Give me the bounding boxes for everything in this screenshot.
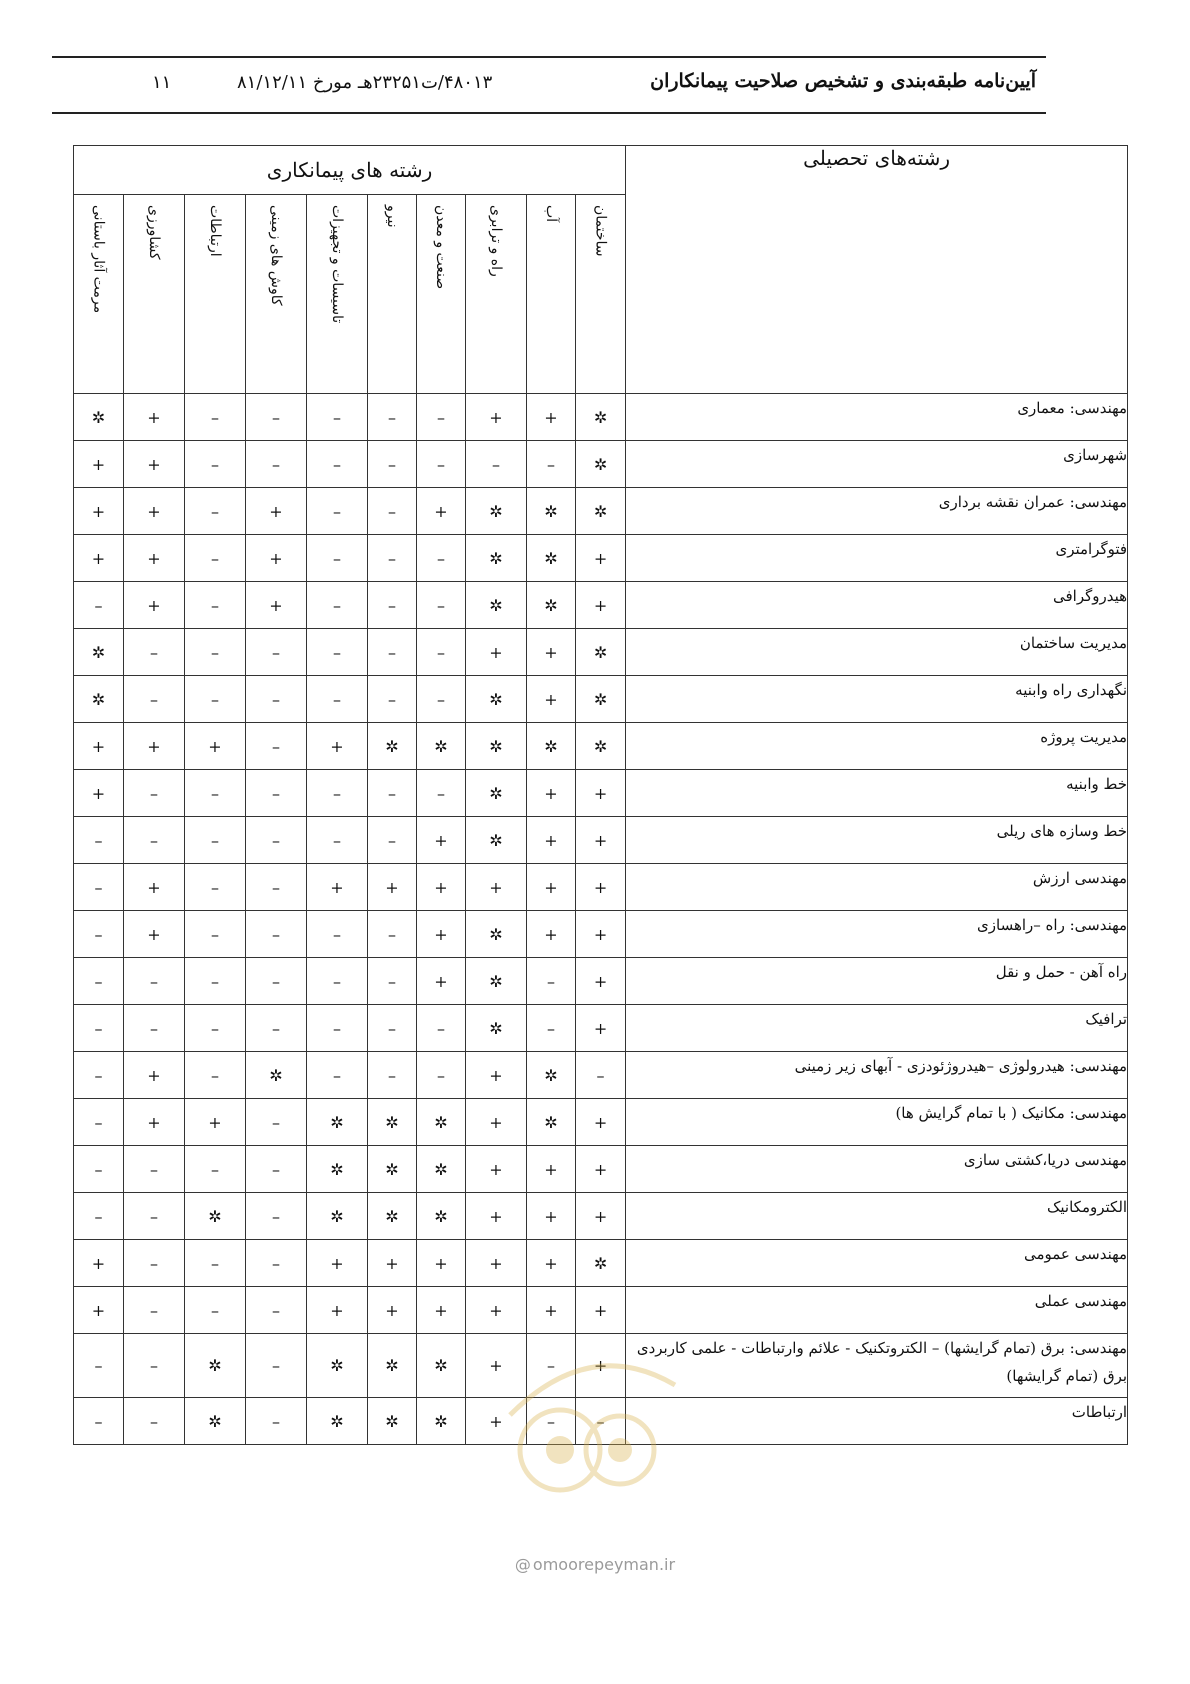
qualification-mark: + [417, 864, 466, 911]
qualification-mark: + [246, 535, 307, 582]
column-header-label: ارتباطات [207, 205, 223, 257]
qualification-mark: – [185, 1287, 246, 1334]
qualification-mark: + [576, 1005, 626, 1052]
academic-field-name: شهرسازی [626, 441, 1128, 488]
qualification-mark: ✲ [368, 1099, 417, 1146]
column-header [124, 195, 185, 394]
qualification-mark: – [368, 488, 417, 535]
academic-field-name: خط وابنیه [626, 770, 1128, 817]
document-title: آیین‌نامه طبقه‌بندی و تشخیص صلاحیت پیمانکاران [650, 70, 1036, 92]
qualification-mark: ✲ [527, 535, 576, 582]
qualification-mark: ✲ [576, 723, 626, 770]
table-row [74, 911, 1128, 958]
qualification-mark: + [466, 1146, 527, 1193]
qualification-mark: – [417, 676, 466, 723]
qualification-mark: + [527, 911, 576, 958]
qualification-mark: – [124, 1240, 185, 1287]
qualification-mark: – [124, 770, 185, 817]
qualification-mark: + [74, 770, 124, 817]
qualification-mark: + [124, 1099, 185, 1146]
qualification-mark: – [246, 1146, 307, 1193]
qualification-mark: ✲ [417, 1398, 466, 1445]
academic-field-name: مهندسی عمومی [626, 1240, 1128, 1287]
qualification-mark: ✲ [466, 488, 527, 535]
qualification-mark: – [124, 958, 185, 1005]
qualification-mark: + [417, 911, 466, 958]
watermark-seal [490, 1345, 690, 1505]
qualification-mark: – [368, 1052, 417, 1099]
qualification-mark: – [417, 629, 466, 676]
qualification-mark: – [74, 817, 124, 864]
qualification-mark: + [576, 1334, 626, 1398]
qualification-mark: + [466, 1334, 527, 1398]
table-row [74, 1099, 1128, 1146]
qualification-mark: – [74, 1193, 124, 1240]
qualification-mark: + [124, 864, 185, 911]
qualification-mark: ✲ [74, 394, 124, 441]
qualification-mark: ✲ [576, 629, 626, 676]
qualification-mark: + [527, 1240, 576, 1287]
column-header [466, 195, 527, 394]
contracting-fields-heading: رشته های پیمانکاری [74, 146, 626, 195]
page-number: ۱۱ [152, 72, 172, 93]
academic-field-name: نگهداری راه وابنیه [626, 676, 1128, 723]
qualification-mark: ✲ [527, 582, 576, 629]
qualification-mark: ✲ [74, 629, 124, 676]
qualification-mark: ✲ [368, 723, 417, 770]
qualification-mark: – [527, 1334, 576, 1398]
qualification-mark: + [466, 1240, 527, 1287]
qualification-mark: ✲ [466, 958, 527, 1005]
qualification-mark: + [417, 488, 466, 535]
qualification-mark: – [185, 394, 246, 441]
qualification-mark: + [74, 1240, 124, 1287]
qualification-mark: ✲ [185, 1193, 246, 1240]
qualification-mark: – [74, 1334, 124, 1398]
qualification-mark: – [307, 582, 368, 629]
qualification-mark: – [124, 1193, 185, 1240]
qualification-mark: + [466, 1099, 527, 1146]
qualification-mark: + [466, 1193, 527, 1240]
column-header [417, 195, 466, 394]
qualification-mark: + [124, 488, 185, 535]
qualification-mark: + [527, 1193, 576, 1240]
qualification-table [73, 145, 1128, 1445]
qualification-mark: – [185, 535, 246, 582]
qualification-mark: – [246, 676, 307, 723]
qualification-mark: ✲ [368, 1146, 417, 1193]
column-header-label: آب [543, 205, 559, 223]
table-row [74, 1005, 1128, 1052]
table-row [74, 1146, 1128, 1193]
qualification-mark: – [307, 817, 368, 864]
qualification-mark: – [307, 1005, 368, 1052]
qualification-mark: + [368, 1240, 417, 1287]
column-header-label: کشاورزی [146, 205, 162, 260]
qualification-mark: + [466, 1052, 527, 1099]
qualification-mark: – [417, 1005, 466, 1052]
qualification-mark: + [307, 864, 368, 911]
qualification-mark: – [74, 1146, 124, 1193]
qualification-mark: ✲ [417, 1099, 466, 1146]
qualification-mark: + [466, 1287, 527, 1334]
qualification-mark: ✲ [527, 723, 576, 770]
column-header [527, 195, 576, 394]
column-header-label: مرمت آثار باستانی [90, 205, 107, 314]
qualification-mark: + [527, 1287, 576, 1334]
table-row [74, 441, 1128, 488]
qualification-mark: – [74, 958, 124, 1005]
column-header [368, 195, 417, 394]
column-header [307, 195, 368, 394]
column-header-label: نیرو [384, 205, 400, 228]
academic-field-name: مدیریت ساختمان [626, 629, 1128, 676]
qualification-mark: – [246, 1005, 307, 1052]
qualification-mark: + [576, 864, 626, 911]
document-reference: ۴۸۰۱۳/ت۲۳۲۵۱هـ مورخ ۸۱/۱۲/۱۱ [237, 72, 493, 93]
qualification-mark: – [527, 1398, 576, 1445]
qualification-mark: – [74, 1398, 124, 1445]
qualification-mark: – [576, 1398, 626, 1445]
qualification-mark: – [417, 582, 466, 629]
qualification-mark: + [576, 1099, 626, 1146]
table-row [74, 1240, 1128, 1287]
qualification-mark: – [246, 1099, 307, 1146]
qualification-mark: + [74, 535, 124, 582]
qualification-mark: ✲ [466, 582, 527, 629]
qualification-mark: + [466, 394, 527, 441]
qualification-mark: + [466, 864, 527, 911]
qualification-mark: – [417, 770, 466, 817]
qualification-mark: – [74, 864, 124, 911]
table-row [74, 864, 1128, 911]
table-row [74, 958, 1128, 1005]
qualification-mark: – [368, 676, 417, 723]
academic-field-name: هیدروگرافی [626, 582, 1128, 629]
qualification-mark: + [417, 958, 466, 1005]
qualification-mark: – [527, 958, 576, 1005]
column-header [185, 195, 246, 394]
table-row [74, 1287, 1128, 1334]
qualification-mark: + [307, 723, 368, 770]
table-row [74, 723, 1128, 770]
qualification-mark: – [74, 582, 124, 629]
qualification-mark: + [576, 817, 626, 864]
column-header-label: کاوش های زمینی [268, 205, 284, 306]
qualification-mark: ✲ [417, 1334, 466, 1398]
qualification-mark: + [576, 911, 626, 958]
qualification-mark: ✲ [466, 676, 527, 723]
qualification-mark: – [185, 629, 246, 676]
qualification-mark: – [368, 535, 417, 582]
qualification-mark: ✲ [576, 488, 626, 535]
qualification-mark: + [527, 394, 576, 441]
qualification-mark: ✲ [527, 1099, 576, 1146]
qualification-mark: ✲ [417, 1146, 466, 1193]
qualification-mark: – [124, 629, 185, 676]
qualification-mark: – [185, 911, 246, 958]
academic-field-name: مهندسی ارزش [626, 864, 1128, 911]
academic-field-name: مهندسی: معماری [626, 394, 1128, 441]
table-row [74, 1193, 1128, 1240]
academic-field-name: ارتباطات [626, 1398, 1128, 1445]
column-header-label: ساختمان [592, 205, 609, 257]
qualification-mark: + [576, 582, 626, 629]
qualification-mark: – [246, 1398, 307, 1445]
qualification-mark: – [246, 770, 307, 817]
qualification-mark: – [185, 441, 246, 488]
qualification-mark: – [368, 582, 417, 629]
qualification-mark: + [124, 911, 185, 958]
qualification-mark: ✲ [466, 535, 527, 582]
qualification-mark: ✲ [466, 911, 527, 958]
qualification-mark: + [576, 1146, 626, 1193]
qualification-mark: – [185, 1146, 246, 1193]
qualification-mark: – [185, 1240, 246, 1287]
column-header [74, 195, 124, 394]
qualification-mark: + [307, 1240, 368, 1287]
qualification-mark: + [246, 488, 307, 535]
qualification-mark: + [74, 441, 124, 488]
academic-field-name: راه آهن - حمل و نقل [626, 958, 1128, 1005]
qualification-mark: + [74, 488, 124, 535]
qualification-mark: ✲ [307, 1146, 368, 1193]
qualification-mark: + [368, 1287, 417, 1334]
qualification-mark: – [246, 1193, 307, 1240]
qualification-mark: + [576, 958, 626, 1005]
qualification-mark: – [185, 817, 246, 864]
qualification-mark: + [74, 1287, 124, 1334]
qualification-mark: – [74, 1052, 124, 1099]
academic-fields-heading: رشته‌های تحصیلی [626, 146, 1128, 394]
qualification-mark: + [576, 1287, 626, 1334]
qualification-mark: + [185, 1099, 246, 1146]
qualification-mark: – [307, 488, 368, 535]
qualification-mark: + [124, 535, 185, 582]
qualification-mark: – [307, 958, 368, 1005]
qualification-mark: – [185, 1005, 246, 1052]
qualification-mark: ✲ [368, 1334, 417, 1398]
qualification-mark: – [417, 441, 466, 488]
qualification-mark: – [74, 1099, 124, 1146]
qualification-mark: + [527, 817, 576, 864]
qualification-mark: ✲ [576, 1240, 626, 1287]
footer-site [0, 1555, 1190, 1574]
qualification-mark: – [246, 1287, 307, 1334]
qualification-mark: + [368, 864, 417, 911]
qualification-mark: – [124, 1398, 185, 1445]
qualification-mark: ✲ [466, 817, 527, 864]
qualification-mark: ✲ [576, 441, 626, 488]
footer-site-text: omoorepeyman.ir [532, 1555, 676, 1574]
qualification-mark: – [307, 394, 368, 441]
qualification-mark: – [124, 1334, 185, 1398]
table-row [74, 488, 1128, 535]
qualification-mark: – [368, 441, 417, 488]
academic-field-name: مهندسی: هیدرولوژی –هیدروژئودزی - آبهای زیر زمینی [626, 1052, 1128, 1099]
qualification-mark: ✲ [527, 1052, 576, 1099]
qualification-mark: + [417, 1287, 466, 1334]
qualification-mark: – [246, 1240, 307, 1287]
academic-field-name: خط وسازه های ریلی [626, 817, 1128, 864]
qualification-mark: – [307, 911, 368, 958]
qualification-mark: – [124, 1146, 185, 1193]
qualification-mark: ✲ [185, 1334, 246, 1398]
qualification-mark: + [185, 723, 246, 770]
qualification-mark: + [466, 1398, 527, 1445]
qualification-mark: – [368, 817, 417, 864]
column-header-label: راه و ترابری [488, 205, 504, 277]
academic-field-name: ترافیک [626, 1005, 1128, 1052]
qualification-mark: ✲ [368, 1398, 417, 1445]
qualification-mark: – [185, 676, 246, 723]
qualification-mark: – [246, 394, 307, 441]
qualification-mark: – [307, 535, 368, 582]
qualification-mark: + [527, 864, 576, 911]
qualification-mark: – [246, 1334, 307, 1398]
qualification-mark: + [527, 1146, 576, 1193]
qualification-mark: – [307, 676, 368, 723]
qualification-mark: – [576, 1052, 626, 1099]
qualification-mark: ✲ [466, 1005, 527, 1052]
qualification-mark: – [124, 817, 185, 864]
table-row [74, 770, 1128, 817]
qualification-mark: – [74, 1005, 124, 1052]
qualification-mark: – [246, 629, 307, 676]
academic-field-name: مهندسی: عمران نقشه برداری [626, 488, 1128, 535]
qualification-mark: – [185, 1052, 246, 1099]
qualification-mark: + [74, 723, 124, 770]
table-row [74, 817, 1128, 864]
qualification-mark: + [307, 1287, 368, 1334]
qualification-mark: ✲ [74, 676, 124, 723]
qualification-mark: + [124, 723, 185, 770]
qualification-mark: – [74, 911, 124, 958]
academic-field-name: مهندسی دریا،کشتی سازی [626, 1146, 1128, 1193]
qualification-mark: + [417, 1240, 466, 1287]
qualification-mark: – [368, 1005, 417, 1052]
qualification-mark: – [246, 911, 307, 958]
qualification-mark: ✲ [576, 394, 626, 441]
qualification-mark: ✲ [576, 676, 626, 723]
qualification-mark: – [417, 535, 466, 582]
column-header-label: صنعت و معدن [433, 205, 449, 290]
table-row [74, 394, 1128, 441]
qualification-mark: – [185, 488, 246, 535]
qualification-mark: – [368, 394, 417, 441]
qualification-mark: – [124, 1005, 185, 1052]
qualification-mark: – [466, 441, 527, 488]
qualification-mark: – [246, 723, 307, 770]
qualification-mark: + [527, 770, 576, 817]
qualification-mark: – [417, 394, 466, 441]
qualification-mark: – [246, 817, 307, 864]
qualification-mark: ✲ [185, 1398, 246, 1445]
qualification-mark: ✲ [307, 1398, 368, 1445]
qualification-mark: + [576, 535, 626, 582]
qualification-mark: ✲ [246, 1052, 307, 1099]
page-header [52, 56, 1046, 114]
table-row [74, 535, 1128, 582]
table-row [74, 582, 1128, 629]
qualification-mark: + [576, 770, 626, 817]
qualification-mark: + [124, 394, 185, 441]
qualification-mark: – [307, 770, 368, 817]
qualification-mark: – [246, 864, 307, 911]
qualification-mark: – [185, 958, 246, 1005]
qualification-mark: ✲ [417, 1193, 466, 1240]
qualification-mark: + [527, 676, 576, 723]
academic-field-name: مهندسی: مکانیک ( با تمام گرایش ها) [626, 1099, 1128, 1146]
qualification-mark: – [307, 1052, 368, 1099]
academic-field-name: مهندسی عملی [626, 1287, 1128, 1334]
qualification-mark: + [417, 817, 466, 864]
qualification-mark: – [368, 629, 417, 676]
qualification-mark: – [185, 582, 246, 629]
qualification-mark: – [124, 1287, 185, 1334]
at-icon: @ [514, 1555, 531, 1574]
qualification-mark: – [368, 911, 417, 958]
qualification-mark: ✲ [466, 770, 527, 817]
qualification-mark: ✲ [307, 1099, 368, 1146]
qualification-mark: + [246, 582, 307, 629]
academic-field-name: مهندسی: راه –راهسازی [626, 911, 1128, 958]
qualification-mark: ✲ [307, 1193, 368, 1240]
qualification-mark: – [527, 1005, 576, 1052]
qualification-mark: – [368, 770, 417, 817]
table-row [74, 1052, 1128, 1099]
qualification-mark: + [576, 1193, 626, 1240]
academic-field-name: الکترومکانیک [626, 1193, 1128, 1240]
academic-field-name: مدیریت پروژه [626, 723, 1128, 770]
qualification-mark: ✲ [466, 723, 527, 770]
column-header-label: تاسیسات و تجهیزات [329, 205, 345, 324]
qualification-mark: – [124, 676, 185, 723]
qualification-mark: ✲ [417, 723, 466, 770]
table-row [74, 676, 1128, 723]
qualification-mark: ✲ [307, 1334, 368, 1398]
academic-field-name: مهندسی: برق (تمام گرایشها) – الکتروتکنیک - علائم وارتباطات - علمی کاربردی برق (تمام گرایشها) [626, 1334, 1128, 1398]
qualification-mark: ✲ [368, 1193, 417, 1240]
qualification-mark: – [368, 958, 417, 1005]
qualification-mark: + [124, 1052, 185, 1099]
qualification-mark: + [466, 629, 527, 676]
qualification-mark: – [185, 770, 246, 817]
academic-field-name: فتوگرامتری [626, 535, 1128, 582]
qualification-mark: ✲ [527, 488, 576, 535]
qualification-mark: – [246, 958, 307, 1005]
qualification-mark: – [185, 864, 246, 911]
qualification-mark: + [527, 629, 576, 676]
table-row [74, 629, 1128, 676]
qualification-mark: – [527, 441, 576, 488]
qualification-mark: + [124, 582, 185, 629]
qualification-mark: + [124, 441, 185, 488]
qualification-mark: – [307, 629, 368, 676]
qualification-mark: – [246, 441, 307, 488]
column-header [576, 195, 626, 394]
qualification-mark: – [307, 441, 368, 488]
qualification-mark: – [417, 1052, 466, 1099]
column-header [246, 195, 307, 394]
